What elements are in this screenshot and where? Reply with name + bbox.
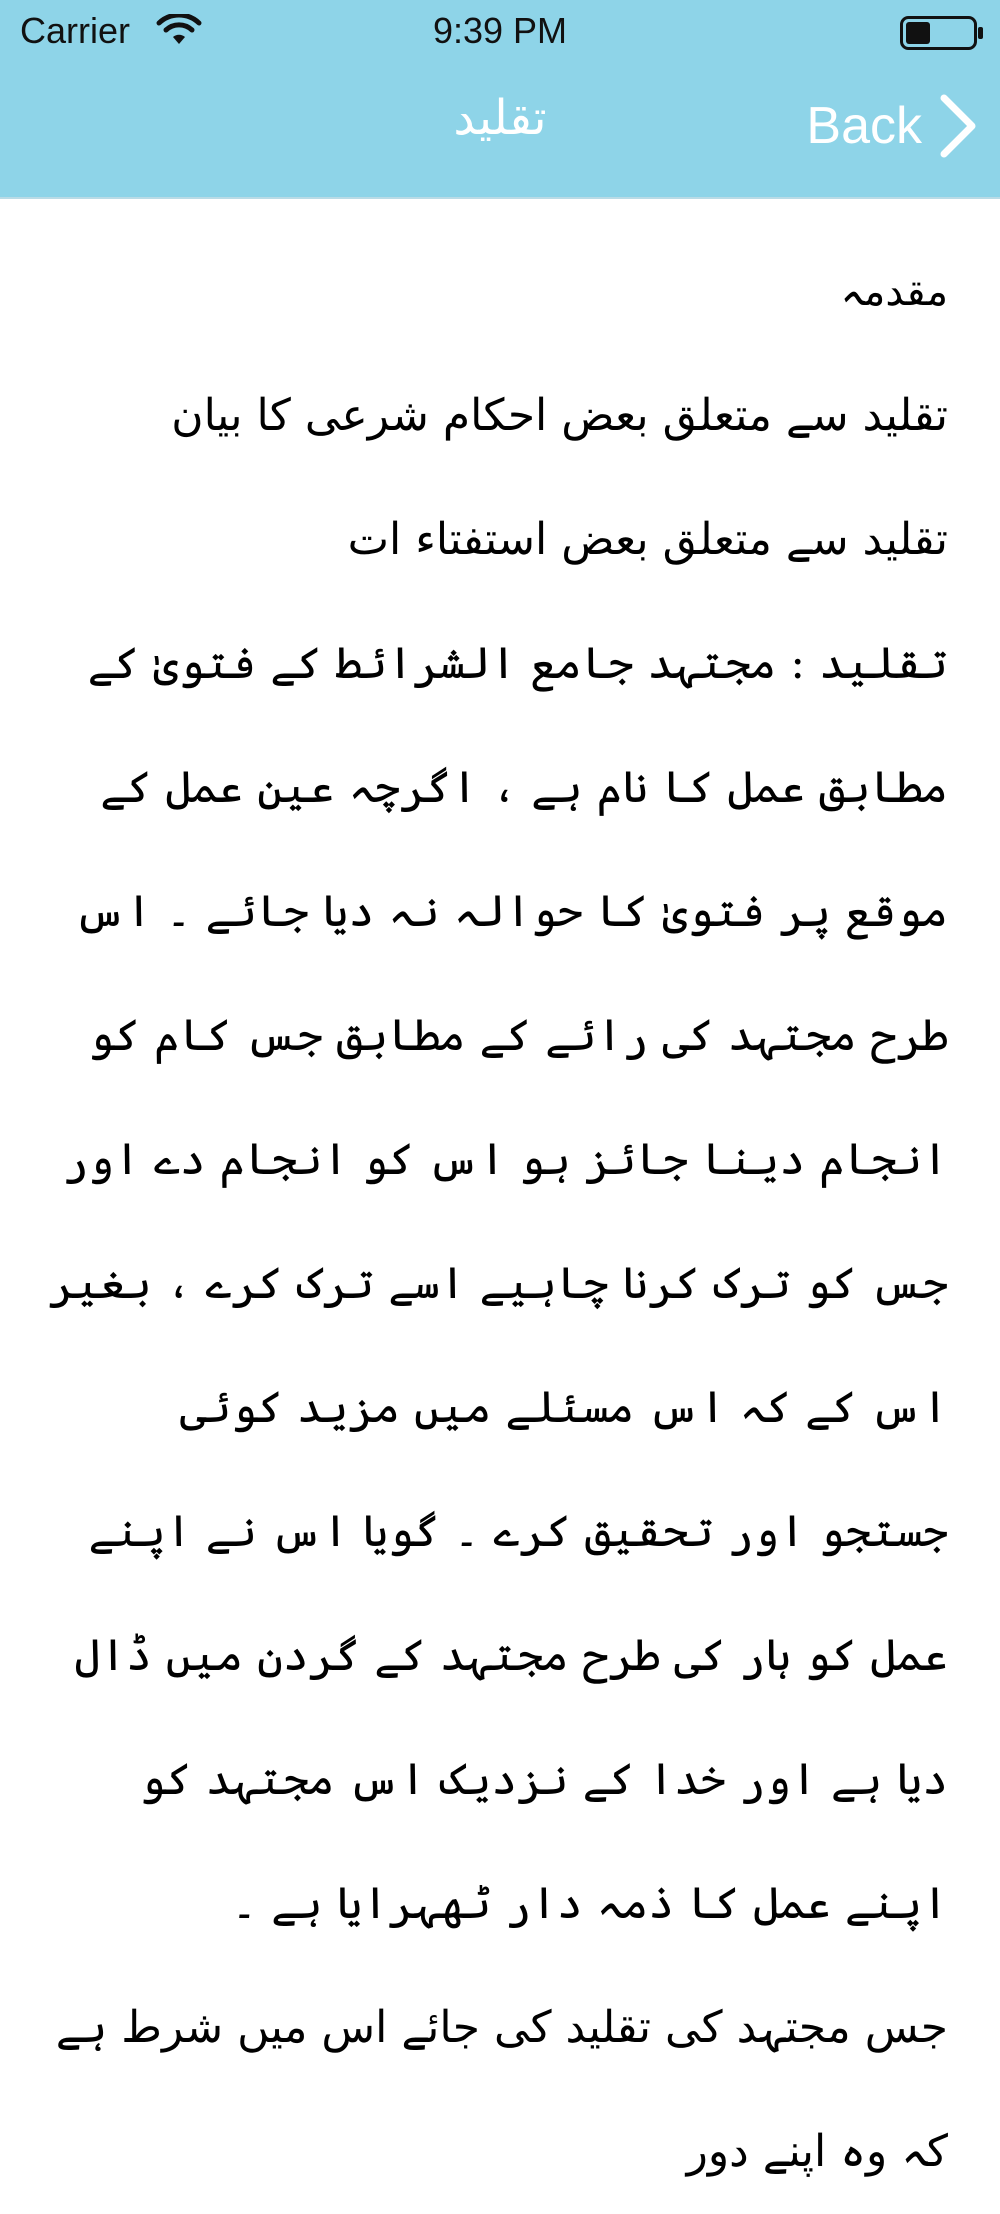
carrier-label: Carrier (20, 10, 131, 51)
status-bar (0, 0, 1000, 64)
article-content (44, 230, 948, 2214)
body-paragraph: تقلید : مجتہد جامع الشرائط کے فتویٰ کے مطابق عمل کا نام ہے ، اگرچہ عین عمل کے موقع پر فتویٰ کا حوالہ نہ دیا جائے ۔ اس طرح مجتہد کی رائے کے مطابق جس کام کو انجام دینا جائز ہو اس کو انجام دے اور جس کو ترک کرنا چاہیے اسے ترک کرے ، بغیر اس کے کہ اس مسئلے میں مزید کوئی جستجو اور تحقیق کرے ۔ گویا اس نے اپنے عمل کو ہار کی طرح مجتہد کے گردن میں ڈال دیا ہے اور خدا کے نزدیک اس مجتہد کو اپنے عمل کا ذمہ دار ٹھہرایا ہے ۔ (48, 638, 948, 1929)
status-time: 9:39 PM (432, 10, 568, 51)
list-item: تقلید سے متعلق بعض احکام شرعی کا بیان (171, 390, 948, 441)
nav-title: تقلید (453, 90, 547, 146)
back-button[interactable] (806, 90, 978, 162)
back-button-label: Back (806, 97, 922, 155)
body-paragraph: جس مجتہد کی تقلید کی جائے اس میں شرط ہے کہ وہ اپنے دور (55, 2002, 948, 2177)
navigation-header (0, 0, 1000, 199)
list-item: تقلید سے متعلق بعض استفتاء ات (347, 514, 948, 565)
battery-icon (900, 16, 984, 50)
chevron-right-icon (938, 92, 978, 160)
section-heading: مقدمہ (840, 269, 948, 315)
